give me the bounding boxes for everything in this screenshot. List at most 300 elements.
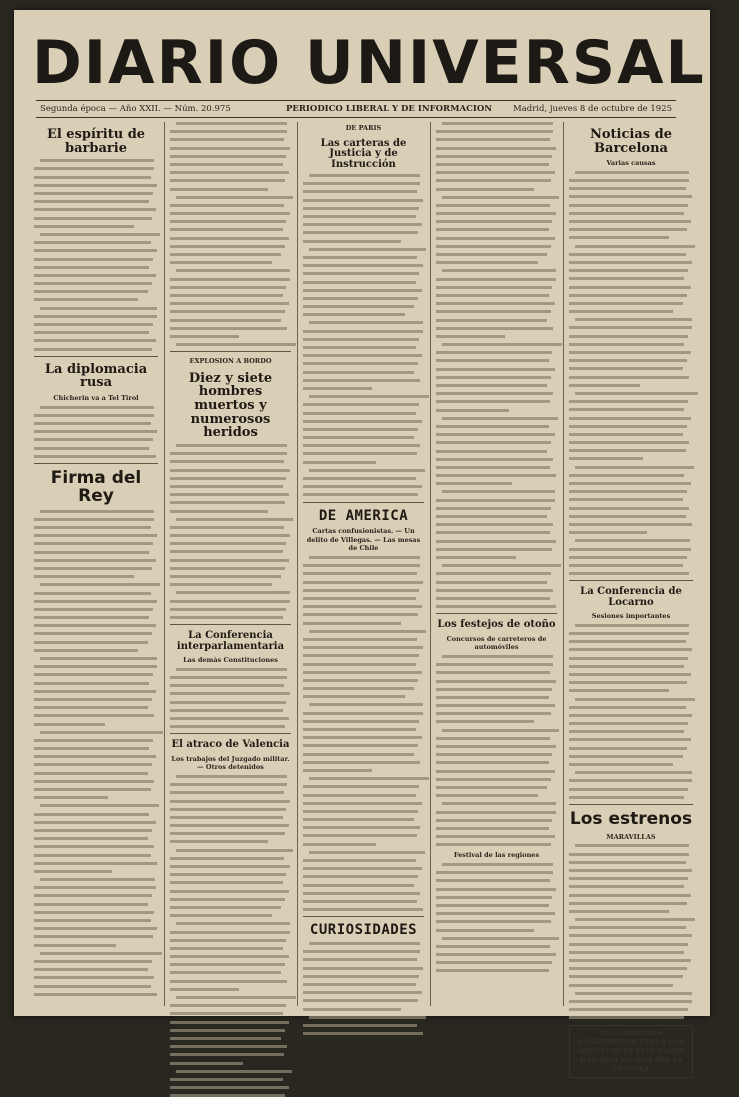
text-line bbox=[34, 542, 153, 545]
text-line bbox=[170, 824, 289, 827]
text-line bbox=[34, 575, 134, 578]
text-line bbox=[303, 362, 418, 365]
edition-info: Segunda época — Año XXII. — Núm. 20.975 bbox=[40, 104, 231, 114]
text-line bbox=[170, 567, 285, 570]
text-line bbox=[569, 269, 688, 272]
text-line bbox=[303, 900, 417, 903]
headline-festejos-otono: Los festejos de otoño bbox=[437, 619, 556, 631]
text-line bbox=[436, 163, 549, 166]
text-line bbox=[34, 249, 157, 252]
text-line bbox=[34, 298, 138, 301]
headline-los-estrenos: Los estrenos bbox=[569, 808, 693, 829]
text-line bbox=[442, 863, 553, 866]
text-line bbox=[309, 703, 423, 706]
text-line bbox=[34, 845, 154, 848]
text-line bbox=[436, 969, 549, 972]
text-line bbox=[34, 208, 156, 211]
text-line bbox=[170, 939, 286, 942]
text-line bbox=[436, 605, 556, 608]
text-line bbox=[303, 728, 416, 731]
text-line bbox=[575, 992, 692, 995]
text-line bbox=[170, 493, 289, 496]
text-line bbox=[170, 526, 284, 529]
text-line bbox=[436, 531, 550, 534]
text-line bbox=[34, 944, 116, 947]
text-line bbox=[40, 878, 155, 881]
text-line bbox=[309, 469, 425, 472]
text-line bbox=[34, 796, 108, 799]
column-2 bbox=[170, 122, 291, 1008]
text-line bbox=[34, 886, 156, 889]
text-line bbox=[569, 975, 683, 978]
subheadline: Las demás Constituciones bbox=[183, 656, 278, 665]
text-line bbox=[309, 851, 425, 854]
kicker-de-paris: DE PARIS bbox=[345, 124, 382, 132]
text-line bbox=[40, 583, 160, 586]
text-line bbox=[436, 515, 547, 518]
text-line bbox=[34, 258, 153, 261]
text-line bbox=[40, 804, 159, 807]
text-line bbox=[436, 548, 552, 551]
text-line bbox=[303, 663, 416, 666]
text-line bbox=[442, 564, 561, 567]
text-line bbox=[436, 961, 552, 964]
text-line bbox=[575, 245, 695, 248]
text-line bbox=[569, 326, 692, 329]
text-line bbox=[303, 908, 423, 911]
text-line bbox=[436, 327, 553, 330]
text-line bbox=[170, 163, 283, 166]
text-line bbox=[303, 240, 401, 243]
text-line bbox=[34, 870, 112, 873]
text-line bbox=[170, 583, 272, 586]
text-line bbox=[303, 420, 422, 423]
text-line bbox=[436, 786, 547, 789]
text-line bbox=[40, 406, 154, 409]
text-line bbox=[303, 379, 420, 382]
text-line bbox=[34, 837, 148, 840]
text-line bbox=[569, 632, 689, 635]
text-line bbox=[303, 485, 422, 488]
text-line bbox=[436, 523, 553, 526]
text-line bbox=[170, 709, 283, 712]
text-line bbox=[442, 269, 556, 272]
text-line bbox=[303, 281, 416, 284]
text-line bbox=[170, 808, 286, 811]
text-line bbox=[303, 1032, 423, 1035]
text-line bbox=[569, 951, 684, 954]
article-body bbox=[436, 122, 557, 608]
text-line bbox=[569, 261, 692, 264]
text-line bbox=[303, 605, 422, 608]
text-line bbox=[170, 890, 289, 893]
text-line bbox=[34, 592, 151, 595]
text-line bbox=[170, 452, 287, 455]
text-line bbox=[436, 335, 505, 338]
text-line bbox=[170, 501, 285, 504]
text-line bbox=[436, 737, 550, 740]
text-line bbox=[569, 959, 691, 962]
text-line bbox=[436, 433, 555, 436]
text-line bbox=[176, 591, 290, 594]
text-line bbox=[303, 330, 423, 333]
text-line bbox=[34, 935, 153, 938]
text-line bbox=[436, 130, 553, 133]
text-line bbox=[303, 305, 414, 308]
text-line bbox=[436, 204, 550, 207]
text-line bbox=[436, 441, 551, 444]
text-line bbox=[442, 729, 559, 732]
text-line bbox=[34, 862, 157, 865]
text-line bbox=[170, 676, 287, 679]
text-line bbox=[569, 853, 689, 856]
text-line bbox=[170, 310, 285, 313]
text-line bbox=[34, 968, 148, 971]
text-line bbox=[170, 188, 268, 191]
text-line bbox=[170, 791, 284, 794]
text-line bbox=[569, 367, 683, 370]
text-line bbox=[436, 794, 538, 797]
text-line bbox=[309, 321, 423, 324]
text-line bbox=[34, 447, 149, 450]
text-line bbox=[40, 233, 160, 236]
text-line bbox=[34, 632, 152, 635]
text-line bbox=[170, 692, 290, 695]
text-line bbox=[170, 220, 286, 223]
text-line bbox=[34, 455, 156, 458]
text-line bbox=[170, 800, 290, 803]
text-line bbox=[569, 179, 689, 182]
text-line bbox=[436, 688, 552, 691]
text-line bbox=[34, 641, 148, 644]
text-line bbox=[34, 438, 153, 441]
text-line bbox=[569, 310, 673, 313]
text-line bbox=[303, 444, 420, 447]
text-line bbox=[569, 640, 686, 643]
article-body bbox=[569, 844, 693, 1019]
text-line bbox=[436, 843, 551, 846]
text-line bbox=[303, 654, 419, 657]
text-line bbox=[34, 422, 151, 425]
text-line bbox=[569, 747, 687, 750]
newspaper-page bbox=[14, 10, 710, 1074]
text-line bbox=[309, 248, 426, 251]
text-line bbox=[303, 264, 423, 267]
column-5 bbox=[569, 122, 693, 1074]
text-line bbox=[303, 477, 416, 480]
text-line bbox=[575, 466, 694, 469]
headline-atraco-valencia: El atraco de Valencia bbox=[171, 739, 290, 751]
text-line bbox=[34, 414, 154, 417]
text-line bbox=[170, 138, 284, 141]
text-line bbox=[436, 663, 553, 666]
text-line bbox=[303, 810, 418, 813]
text-line bbox=[170, 228, 283, 231]
text-line bbox=[569, 408, 684, 411]
text-line bbox=[436, 466, 550, 469]
text-line bbox=[170, 616, 283, 619]
text-line bbox=[170, 955, 289, 958]
text-line bbox=[303, 564, 420, 567]
text-line bbox=[303, 712, 423, 715]
text-line bbox=[303, 581, 423, 584]
text-line bbox=[569, 657, 688, 660]
text-line bbox=[34, 927, 157, 930]
text-line bbox=[575, 698, 695, 701]
text-line bbox=[170, 832, 285, 835]
text-line bbox=[569, 294, 687, 297]
text-line bbox=[34, 518, 154, 521]
text-line bbox=[303, 412, 416, 415]
text-line bbox=[176, 668, 287, 671]
column-rule bbox=[297, 122, 298, 1006]
text-line bbox=[436, 188, 534, 191]
text-line bbox=[303, 289, 422, 292]
text-line bbox=[436, 212, 556, 215]
text-line bbox=[34, 747, 149, 750]
text-line bbox=[170, 600, 290, 603]
text-line bbox=[569, 384, 640, 387]
text-line bbox=[170, 1078, 283, 1081]
text-line bbox=[436, 920, 551, 923]
text-line bbox=[170, 881, 283, 884]
text-line bbox=[34, 960, 152, 963]
text-line bbox=[569, 425, 687, 428]
text-line bbox=[436, 368, 555, 371]
subheadline: MARAVILLAS bbox=[606, 832, 656, 841]
text-line bbox=[40, 657, 157, 660]
text-line bbox=[34, 698, 152, 701]
text-line bbox=[34, 976, 154, 979]
text-line bbox=[170, 608, 286, 611]
text-line bbox=[303, 589, 419, 592]
text-line bbox=[436, 458, 553, 461]
text-line bbox=[575, 771, 692, 774]
text-line bbox=[436, 400, 550, 403]
text-line bbox=[303, 572, 417, 575]
text-line bbox=[303, 297, 418, 300]
text-line bbox=[569, 204, 688, 207]
text-line bbox=[34, 559, 156, 562]
text-line bbox=[303, 884, 414, 887]
text-line bbox=[303, 744, 418, 747]
text-line bbox=[569, 400, 688, 403]
text-line bbox=[303, 983, 416, 986]
text-line bbox=[176, 1070, 292, 1073]
text-line bbox=[569, 665, 684, 668]
text-line bbox=[569, 869, 692, 872]
text-line bbox=[436, 384, 547, 387]
text-line bbox=[170, 327, 287, 330]
headline-conferencia-interparlamentaria: La Conferencia interparlamentaria bbox=[176, 630, 285, 652]
text-line bbox=[176, 849, 293, 852]
text-line bbox=[170, 147, 290, 150]
text-line bbox=[309, 630, 426, 633]
text-line bbox=[34, 755, 156, 758]
text-line bbox=[170, 931, 290, 934]
text-line bbox=[170, 534, 290, 537]
text-line bbox=[436, 912, 555, 915]
text-line bbox=[303, 843, 376, 846]
text-line bbox=[436, 745, 556, 748]
text-line bbox=[575, 918, 695, 921]
text-line bbox=[569, 738, 691, 741]
text-line bbox=[170, 335, 239, 338]
headline-curiosidades: CURIOSIDADES bbox=[309, 922, 418, 939]
text-line bbox=[303, 207, 419, 210]
text-line bbox=[436, 261, 538, 264]
text-line bbox=[569, 474, 684, 477]
text-line bbox=[170, 469, 290, 472]
article-body bbox=[303, 942, 424, 1035]
text-line bbox=[170, 1029, 285, 1032]
text-line bbox=[569, 302, 683, 305]
text-line bbox=[569, 1008, 688, 1011]
text-line bbox=[569, 984, 673, 987]
text-line bbox=[34, 993, 157, 996]
text-line bbox=[170, 485, 283, 488]
text-line bbox=[34, 919, 151, 922]
text-line bbox=[170, 559, 289, 562]
text-line bbox=[569, 556, 687, 559]
text-line bbox=[170, 171, 289, 174]
text-line bbox=[170, 477, 286, 480]
text-line bbox=[569, 417, 691, 420]
text-line bbox=[442, 196, 559, 199]
text-line bbox=[436, 556, 516, 559]
text-line bbox=[170, 253, 281, 256]
text-line bbox=[309, 395, 429, 398]
text-line bbox=[34, 290, 148, 293]
text-line bbox=[303, 403, 419, 406]
text-line bbox=[170, 873, 286, 876]
text-line bbox=[442, 122, 553, 125]
text-line bbox=[569, 335, 688, 338]
censorship-notice: LAS GALERADAS CORRESPONDIENTES A LOS ARTICULOS DE ESTE DIARIO HAN SIDO VISADAS POR LA CENSURA bbox=[569, 1025, 693, 1078]
text-line bbox=[569, 943, 688, 946]
text-line bbox=[176, 444, 287, 447]
column-rule bbox=[164, 122, 165, 1006]
text-line bbox=[34, 274, 156, 277]
text-line bbox=[436, 138, 550, 141]
text-line bbox=[436, 425, 549, 428]
text-line bbox=[436, 155, 552, 158]
masthead-subline bbox=[36, 100, 676, 118]
text-line bbox=[34, 673, 153, 676]
text-line bbox=[569, 648, 692, 651]
text-line bbox=[436, 147, 556, 150]
text-line bbox=[303, 190, 417, 193]
headline-de-america: DE AMERICA bbox=[318, 507, 409, 524]
text-line bbox=[34, 665, 157, 668]
text-line bbox=[569, 195, 692, 198]
text-line bbox=[442, 937, 559, 940]
text-line bbox=[34, 894, 152, 897]
text-line bbox=[34, 608, 153, 611]
text-line bbox=[569, 730, 684, 733]
text-line bbox=[303, 859, 416, 862]
text-line bbox=[575, 318, 692, 321]
text-line bbox=[176, 922, 290, 925]
text-line bbox=[436, 286, 552, 289]
text-line bbox=[569, 564, 683, 567]
text-line bbox=[34, 184, 157, 187]
text-line bbox=[34, 772, 148, 775]
text-line bbox=[303, 687, 414, 690]
article-body bbox=[303, 556, 424, 911]
text-line bbox=[569, 1016, 684, 1019]
text-line bbox=[170, 575, 281, 578]
text-line bbox=[34, 763, 152, 766]
text-line bbox=[34, 217, 152, 220]
text-line bbox=[303, 597, 416, 600]
text-line bbox=[436, 835, 555, 838]
text-line bbox=[303, 753, 414, 756]
text-line bbox=[569, 531, 647, 534]
text-line bbox=[303, 223, 422, 226]
text-line bbox=[34, 911, 154, 914]
text-line bbox=[436, 228, 549, 231]
text-line bbox=[436, 904, 549, 907]
text-line bbox=[436, 581, 547, 584]
text-line bbox=[436, 253, 547, 256]
text-line bbox=[34, 624, 156, 627]
text-line bbox=[303, 215, 416, 218]
text-line bbox=[436, 474, 556, 477]
text-line bbox=[436, 778, 551, 781]
text-line bbox=[303, 1024, 417, 1027]
text-line bbox=[303, 769, 372, 772]
text-line bbox=[34, 690, 156, 693]
text-line bbox=[303, 958, 417, 961]
subheadline: Los trabajos del Juzgado militar. — Otros detenidos bbox=[171, 754, 290, 772]
text-line bbox=[170, 278, 290, 281]
text-line bbox=[303, 892, 420, 895]
headline-carteras-justicia: Las carteras de Justicia y de Instrucción bbox=[320, 137, 407, 170]
text-line bbox=[436, 953, 556, 956]
text-line bbox=[34, 714, 154, 717]
text-line bbox=[170, 1021, 289, 1024]
text-line bbox=[303, 428, 418, 431]
headline-noticias-barcelona: Noticias de Barcelona bbox=[590, 127, 672, 156]
text-line bbox=[436, 871, 553, 874]
text-line bbox=[569, 515, 686, 518]
text-line bbox=[34, 739, 153, 742]
text-line bbox=[436, 179, 551, 182]
text-line bbox=[436, 753, 552, 756]
text-line bbox=[569, 187, 686, 190]
text-line bbox=[170, 988, 239, 991]
article-body bbox=[436, 655, 557, 846]
column-rule bbox=[430, 122, 431, 1006]
text-line bbox=[170, 1053, 284, 1056]
text-line bbox=[569, 572, 689, 575]
text-line bbox=[170, 1012, 283, 1015]
text-line bbox=[303, 999, 418, 1002]
text-line bbox=[569, 763, 673, 766]
text-line bbox=[170, 857, 284, 860]
text-line bbox=[176, 122, 287, 125]
text-line bbox=[569, 286, 691, 289]
text-line bbox=[575, 539, 690, 542]
text-line bbox=[303, 313, 405, 316]
article-body bbox=[170, 444, 291, 619]
text-line bbox=[303, 622, 401, 625]
text-line bbox=[170, 1086, 289, 1089]
article-body bbox=[303, 174, 424, 496]
text-line bbox=[569, 910, 669, 913]
text-line bbox=[436, 482, 512, 485]
